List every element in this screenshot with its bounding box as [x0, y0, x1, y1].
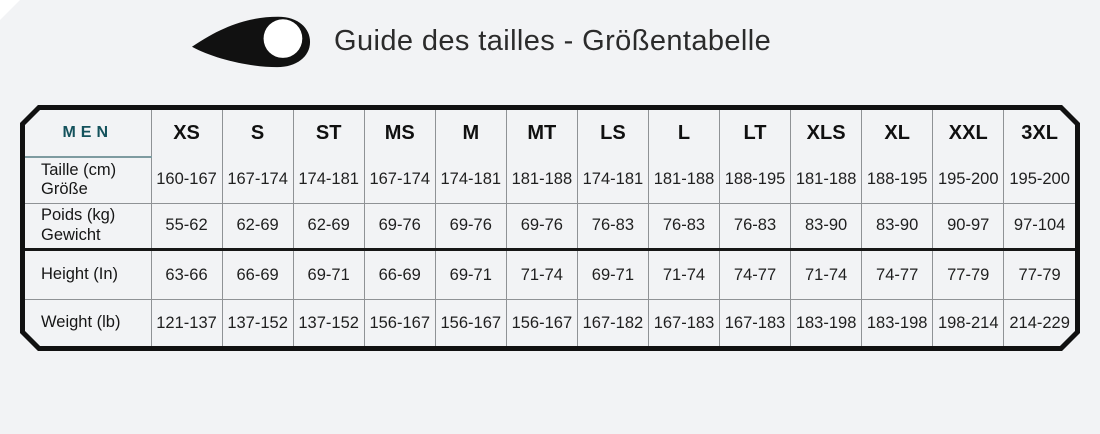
row-label-line: Taille (cm) — [41, 160, 117, 179]
range-cell: 69-71 — [435, 249, 506, 299]
size-header-row — [25, 110, 1075, 157]
range-cell: 121-137 — [151, 300, 222, 346]
size-column-header-ms: MS — [364, 110, 435, 157]
size-column-header-xls: XLS — [791, 110, 862, 157]
range-cell: 195-200 — [1004, 157, 1075, 203]
row-label — [25, 249, 151, 299]
size-column-header-m: M — [435, 110, 506, 157]
measurement-row — [25, 203, 1075, 249]
measurement-row — [25, 249, 1075, 299]
range-cell: 188-195 — [720, 157, 791, 203]
group-label-men: MEN — [25, 110, 151, 157]
teardrop-logo-icon — [190, 11, 312, 71]
row-label-line: Gewicht — [41, 225, 101, 244]
range-cell: 97-104 — [1004, 203, 1075, 249]
range-cell: 76-83 — [720, 203, 791, 249]
range-cell: 174-181 — [293, 157, 364, 203]
range-cell: 83-90 — [791, 203, 862, 249]
range-cell: 181-188 — [791, 157, 862, 203]
range-cell: 156-167 — [506, 300, 577, 346]
range-cell: 167-183 — [720, 300, 791, 346]
range-cell: 69-71 — [577, 249, 648, 299]
range-cell: 62-69 — [222, 203, 293, 249]
row-label — [25, 203, 151, 249]
range-cell: 156-167 — [364, 300, 435, 346]
size-column-header-s: S — [222, 110, 293, 157]
range-cell: 69-76 — [364, 203, 435, 249]
row-label-line: Poids (kg) — [41, 206, 116, 225]
size-column-header-mt: MT — [506, 110, 577, 157]
page-header — [190, 0, 771, 82]
range-cell: 167-183 — [648, 300, 719, 346]
size-column-header-st: ST — [293, 110, 364, 157]
size-column-header-ls: LS — [577, 110, 648, 157]
range-cell: 183-198 — [791, 300, 862, 346]
range-cell: 183-198 — [862, 300, 933, 346]
size-guide-table — [25, 110, 1075, 346]
page-title: Guide des tailles - Größentabelle — [334, 24, 772, 57]
size-table-body — [25, 157, 1075, 346]
size-column-header-lt: LT — [720, 110, 791, 157]
row-label-line: Height (In) — [41, 265, 119, 284]
range-cell: 69-76 — [435, 203, 506, 249]
size-column-header-3xl: 3XL — [1021, 122, 1058, 144]
measurement-row — [25, 157, 1075, 203]
size-guide-panel — [20, 105, 1080, 351]
range-cell: 181-188 — [506, 157, 577, 203]
range-cell: 71-74 — [648, 249, 719, 299]
row-label — [25, 157, 151, 203]
measurement-row — [25, 300, 1075, 346]
range-cell: 156-167 — [435, 300, 506, 346]
range-cell: 71-74 — [506, 249, 577, 299]
range-cell: 63-66 — [151, 249, 222, 299]
range-cell: 62-69 — [293, 203, 364, 249]
size-column-header-xs: XS — [151, 110, 222, 157]
range-cell: 69-76 — [506, 203, 577, 249]
range-cell: 167-182 — [577, 300, 648, 346]
size-column-header-xxl: XXL — [933, 110, 1004, 157]
range-cell: 167-174 — [364, 157, 435, 203]
range-cell: 174-181 — [435, 157, 506, 203]
range-cell: 76-83 — [577, 203, 648, 249]
range-cell: 195-200 — [933, 157, 1004, 203]
range-cell: 74-77 — [862, 249, 933, 299]
range-cell: 69-71 — [293, 249, 364, 299]
range-cell: 83-90 — [862, 203, 933, 249]
size-column-header-l: L — [648, 110, 719, 157]
range-cell: 137-152 — [293, 300, 364, 346]
page-corner-wedge — [0, 0, 20, 20]
row-label — [25, 300, 151, 346]
range-cell: 71-74 — [791, 249, 862, 299]
range-cell: 160-167 — [151, 157, 222, 203]
range-cell: 90-97 — [933, 203, 1004, 249]
range-cell: 198-214 — [933, 300, 1004, 346]
range-cell: 181-188 — [648, 157, 719, 203]
range-cell: 74-77 — [720, 249, 791, 299]
range-cell: 214-229 — [1009, 313, 1070, 332]
size-column-header-xl: XL — [862, 110, 933, 157]
range-cell: 188-195 — [862, 157, 933, 203]
range-cell: 55-62 — [151, 203, 222, 249]
range-cell: 76-83 — [648, 203, 719, 249]
row-label-line: Größe — [41, 180, 88, 199]
range-cell: 77-79 — [1004, 249, 1075, 299]
range-cell: 174-181 — [577, 157, 648, 203]
row-label-line: Weight (lb) — [41, 313, 121, 332]
range-cell: 77-79 — [933, 249, 1004, 299]
range-cell: 66-69 — [364, 249, 435, 299]
range-cell: 137-152 — [222, 300, 293, 346]
range-cell: 167-174 — [222, 157, 293, 203]
range-cell: 66-69 — [222, 249, 293, 299]
